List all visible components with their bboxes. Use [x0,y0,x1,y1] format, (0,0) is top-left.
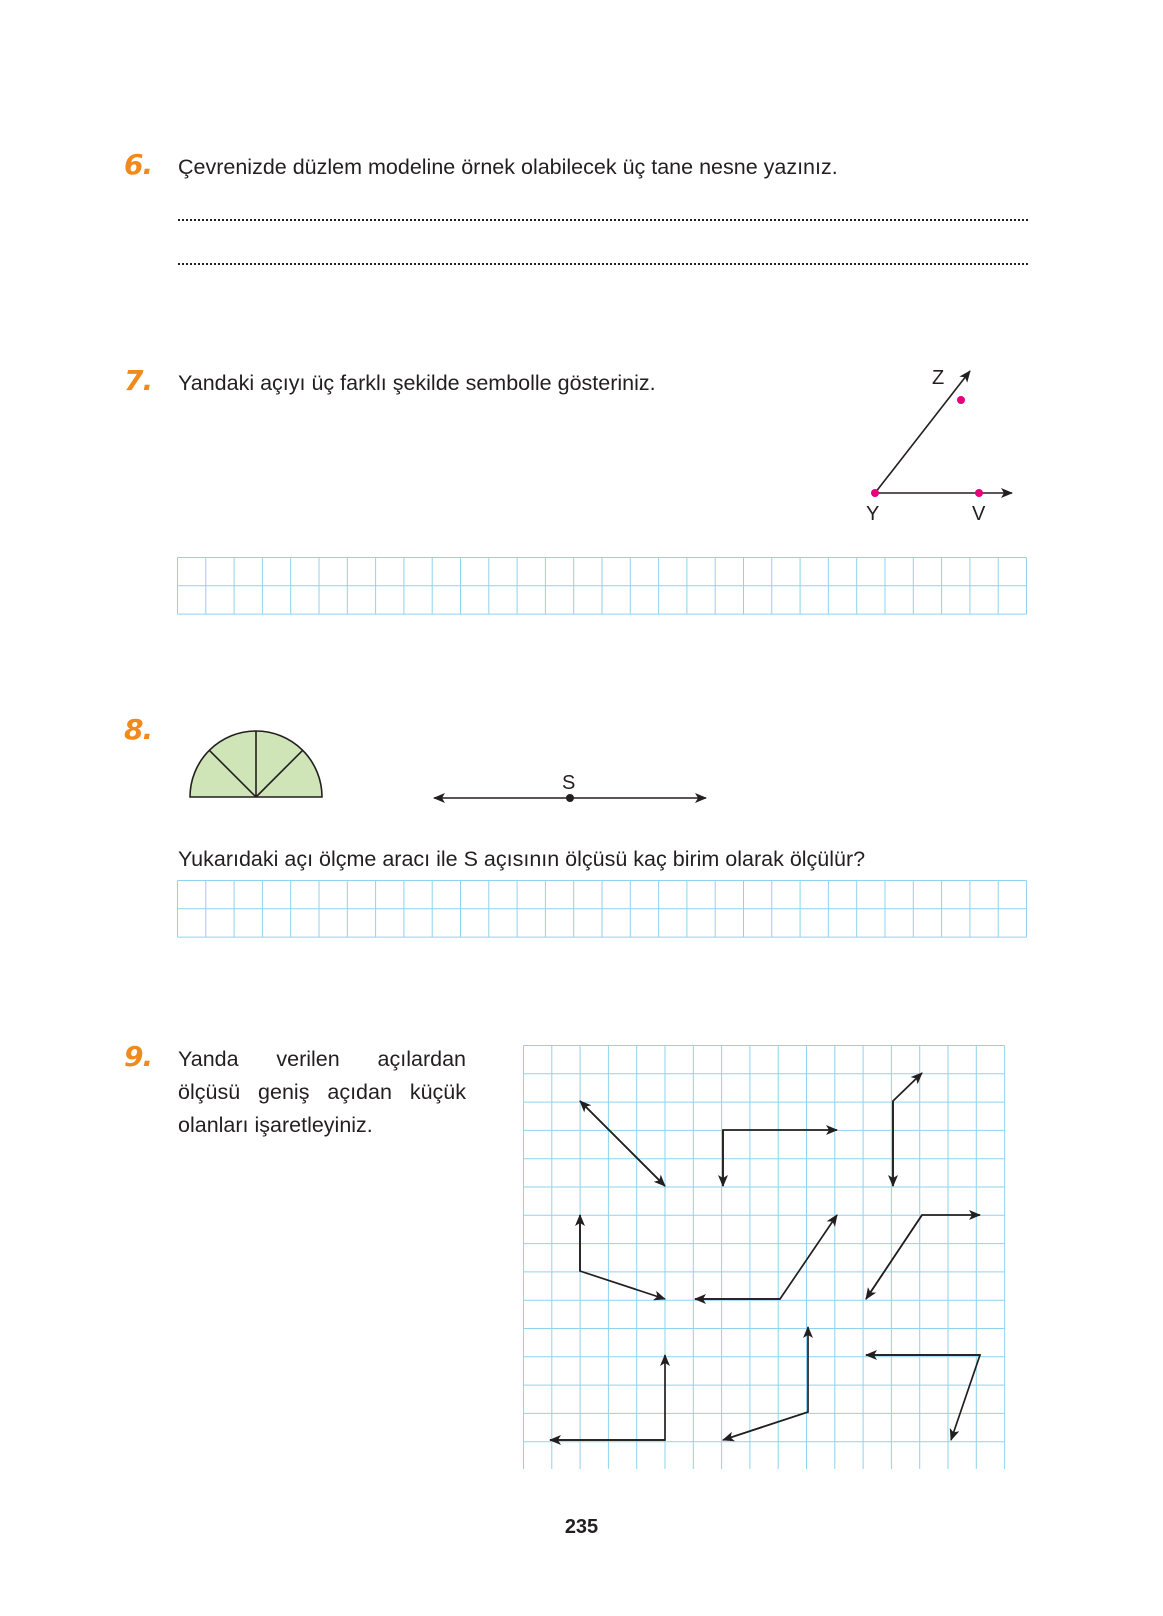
grid-lines [178,881,1027,938]
grid-lines [524,1046,1005,1470]
page-number: 235 [564,1516,599,1538]
question-8-text: Yukarıdaki açı ölçme aracı ile S açısının ölçüsü kaç birim olarak ölçülür? [178,847,866,871]
question-9-text: Yanda verilen açılardan ölçüsü geniş açıdan küçük olanları işaretleyiniz. [178,1047,466,1137]
angle-9[interactable] [866,1355,980,1440]
answer-line-2[interactable] [178,263,1028,265]
question-7-number: 7. [124,364,153,397]
angle-8[interactable] [723,1327,808,1440]
angle-1-ray-2 [580,1101,665,1186]
answer-grid-q7[interactable] [177,557,1028,615]
question-6-number: 6. [124,148,153,181]
angle-7[interactable] [550,1355,665,1440]
angle-6[interactable] [866,1215,980,1299]
label-z: Z [932,367,945,389]
grid-lines [178,558,1027,615]
angle-8-ray-2 [723,1412,808,1440]
angle-2[interactable] [723,1130,837,1186]
straight-angle-s [430,765,710,815]
label-s: S [562,772,576,794]
point-y [871,489,879,497]
point-s [566,794,574,802]
angle-6-ray-2 [866,1215,922,1299]
point-v [975,489,983,497]
angle-3[interactable] [893,1073,922,1186]
question-6-text: Çevrenizde düzlem modeline örnek olabilecek üç tane nesne yazınız. [178,155,838,179]
answer-grid-q8[interactable] [177,880,1028,938]
point-z [957,396,965,404]
question-7-text: Yandaki açıyı üç farklı şekilde sembolle gösteriniz. [178,371,656,395]
ray-yz [875,371,970,493]
angle-4[interactable] [580,1215,665,1299]
question-8-number: 8. [124,713,153,746]
angle-5[interactable] [695,1215,837,1299]
angle-zyv-figure [840,360,1040,530]
angle-measuring-tool [186,725,326,805]
label-y: Y [866,503,880,525]
angles-grid [520,1045,1030,1469]
answer-line-1[interactable] [178,219,1028,221]
label-v: V [972,503,986,525]
question-9-number: 9. [124,1040,153,1073]
